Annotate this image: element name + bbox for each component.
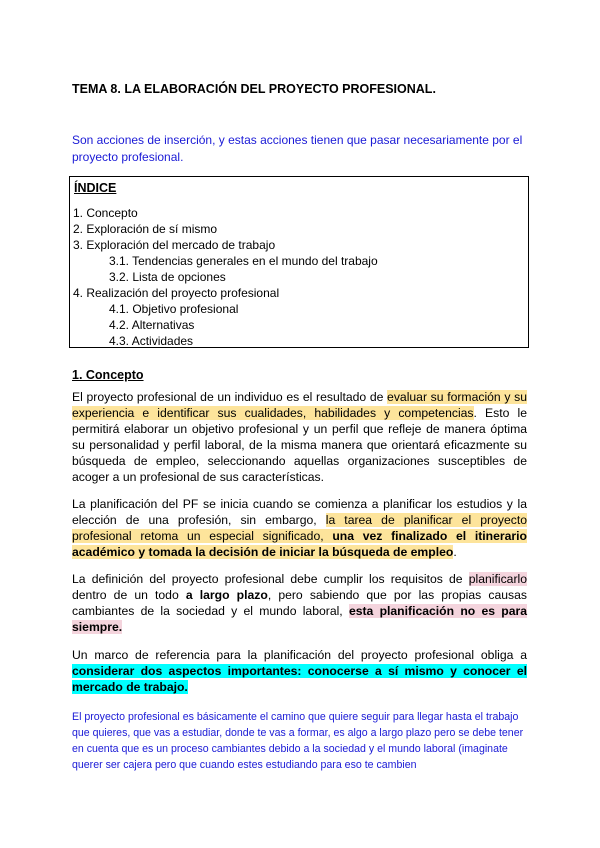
index-item: 1. Concepto xyxy=(73,206,138,220)
highlight-yellow: la tarea de planificar el proyecto profesional retoma un especial significado, xyxy=(72,513,527,543)
text-run: , pero sabiendo que por las propias causas cambiantes de la sociedad y el mundo laboral, xyxy=(72,588,527,618)
text-run: . Esto le permitirá elaborar un objetivo profesional y un perfil que refleje de manera óptima su personalidad y perfil laboral, de la misma manera que orientará eficazmente su búsqueda de empleo, seleccionando aquellas organizaciones susceptibles de acoger a un profesional de sus características. xyxy=(72,406,527,484)
paragraph-4 xyxy=(72,647,527,695)
page-title: TEMA 8. LA ELABORACIÓN DEL PROYECTO PROFESIONAL. xyxy=(72,82,436,96)
text-run: Un marco de referencia para la planificación del proyecto profesional obliga a xyxy=(72,648,527,662)
highlight-yellow-bold: una vez finalizado el itinerario académico y tomada la decisión de iniciar la búsqueda de empleo xyxy=(72,529,528,559)
intro-text: Son acciones de inserción, y estas acciones tienen que pasar necesariamente por el proyecto profesional. xyxy=(72,133,523,164)
index-subitem: 4.2. Alternativas xyxy=(109,318,195,332)
paragraph-3 xyxy=(72,571,527,635)
paragraph-2 xyxy=(72,496,527,560)
index-subitem: 3.1. Tendencias generales en el mundo del trabajo xyxy=(109,254,378,268)
text-run: La definición del proyecto profesional debe cumplir los requisitos de xyxy=(72,572,469,586)
section-heading: 1. Concepto xyxy=(72,368,144,382)
text-run: La planificación del PF se inicia cuando se comienza a planificar los estudios y la elección de una profesión, sin embargo, xyxy=(72,497,527,527)
text-run: . xyxy=(453,545,457,559)
index-item: 2. Exploración de sí mismo xyxy=(73,222,218,236)
index-heading: ÍNDICE xyxy=(74,181,117,195)
blue-note: El proyecto profesional es básicamente el camino que quiere seguir para llegar hasta el trabajo que quieres, que vas a estudiar, donde te vas a formar, es algo a largo plazo pero se debe tener en cuenta que es un proceso cambiantes debido a la sociedad y el mundo laboral (imaginate querer ser cajera pero que cuando estes estudiando para eso te cambien xyxy=(72,711,524,771)
index-box xyxy=(69,176,529,348)
index-list xyxy=(73,205,378,349)
highlight-cyan-bold: considerar dos aspectos importantes: conocerse a sí mismo y conocer el mercado de trabajo. xyxy=(72,664,527,694)
index-item: 4. Realización del proyecto profesional xyxy=(73,286,280,300)
index-subitem: 4.3. Actividades xyxy=(109,334,194,348)
paragraph-1 xyxy=(72,389,527,485)
index-subitem: 4.1. Objetivo profesional xyxy=(109,302,239,316)
text-run: dentro de un todo xyxy=(72,588,186,602)
text-run: El proyecto profesional de un individuo es el resultado de xyxy=(72,390,388,404)
index-item: 3. Exploración del mercado de trabajo xyxy=(73,238,276,252)
highlight-pink-bold: esta planificación no es para siempre. xyxy=(72,604,527,634)
index-subitem: 3.2. Lista de opciones xyxy=(109,270,226,284)
bold-text: a largo plazo xyxy=(185,588,268,602)
highlight-pink: planificarlo xyxy=(468,572,527,586)
highlight-yellow: evaluar su formación y su experiencia e identificar sus cualidades, habilidades y competencias xyxy=(72,390,527,420)
